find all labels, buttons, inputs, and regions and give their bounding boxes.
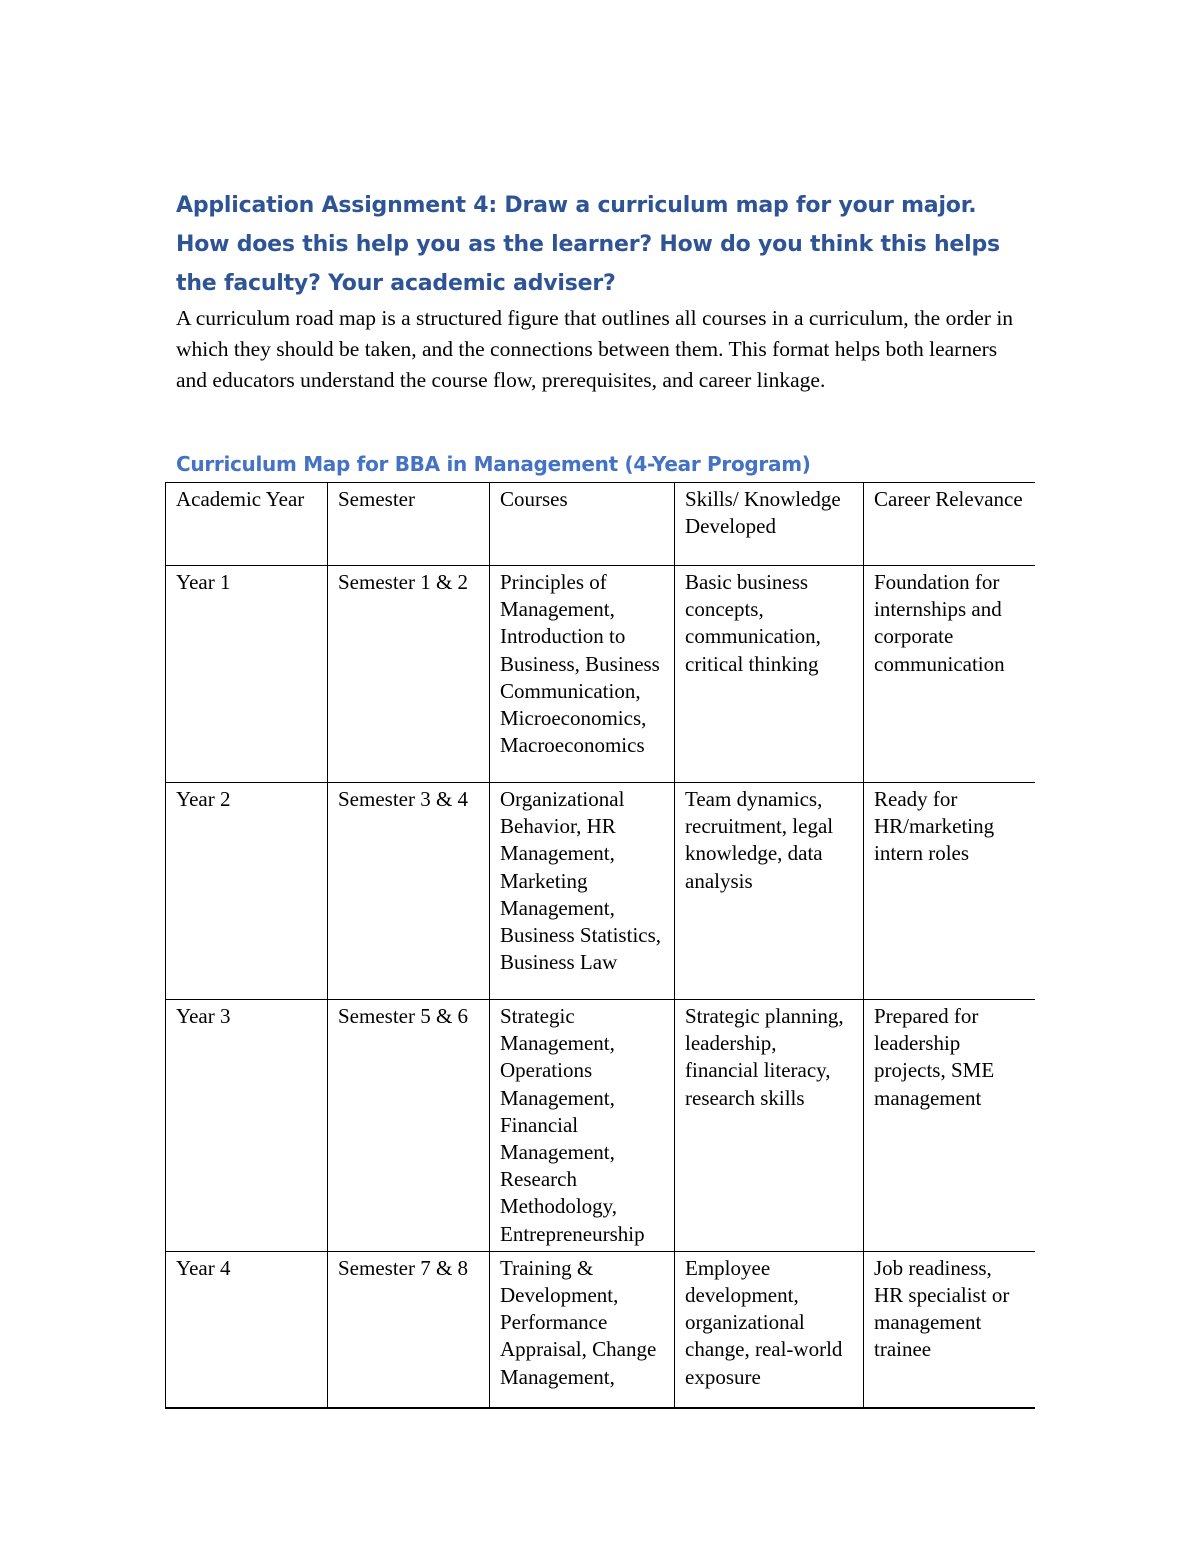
header-cell-courses: Courses	[490, 483, 675, 566]
curriculum-map-table	[165, 482, 1035, 1409]
table-row	[166, 1251, 1036, 1409]
cell-semester: Semester 7 & 8	[328, 1251, 490, 1409]
table-title: Curriculum Map for BBA in Management (4-Year Program)	[176, 452, 811, 476]
header-cell-academic-year: Academic Year	[166, 483, 328, 566]
cell-semester: Semester 5 & 6	[328, 1000, 490, 1252]
cell-academic-year: Year 4	[166, 1251, 328, 1409]
cell-skills: Basic business concepts, communication, critical thinking	[675, 566, 864, 783]
cell-career-relevance: Foundation for internships and corporate communication	[864, 566, 1036, 783]
assignment-heading: Application Assignment 4: Draw a curriculum map for your major. How does this help you as the learner? How do you think this helps the faculty? Your academic adviser?	[176, 193, 1000, 296]
cell-academic-year: Year 3	[166, 1000, 328, 1252]
cell-career-relevance: Ready for HR/marketing intern roles	[864, 783, 1036, 1000]
cell-courses: Strategic Management, Operations Management, Financial Management, Research Methodology, Entrepreneurship	[490, 1000, 675, 1252]
cell-courses: Organizational Behavior, HR Management, Marketing Management, Business Statistics, Business Law	[490, 783, 675, 1000]
cell-academic-year: Year 1	[166, 566, 328, 783]
curriculum-table-container	[165, 482, 1035, 1409]
table-row	[166, 566, 1036, 783]
cell-skills: Employee development, organizational change, real-world exposure	[675, 1251, 864, 1409]
table-header-row	[166, 483, 1036, 566]
header-cell-skills: Skills/ Knowledge Developed	[675, 483, 864, 566]
cell-academic-year: Year 2	[166, 783, 328, 1000]
cell-skills: Team dynamics, recruitment, legal knowledge, data analysis	[675, 783, 864, 1000]
table-row	[166, 1000, 1036, 1252]
cell-career-relevance: Job readiness, HR specialist or management trainee	[864, 1251, 1036, 1409]
header-cell-semester: Semester	[328, 483, 490, 566]
cell-courses: Training & Development, Performance Appraisal, Change Management,	[490, 1251, 675, 1409]
table-row	[166, 783, 1036, 1000]
cell-skills: Strategic planning, leadership, financial literacy, research skills	[675, 1000, 864, 1252]
header-cell-career-relevance: Career Relevance	[864, 483, 1036, 566]
cell-courses: Principles of Management, Introduction to Business, Business Communication, Microeconomics, Macroeconomics	[490, 566, 675, 783]
cell-semester: Semester 1 & 2	[328, 566, 490, 783]
cell-career-relevance: Prepared for leadership projects, SME management	[864, 1000, 1036, 1252]
intro-paragraph: A curriculum road map is a structured figure that outlines all courses in a curriculum, the order in which they should be taken, and the connections between them. This format helps both learners and educators understand the course flow, prerequisites, and career linkage.	[176, 306, 1014, 392]
cell-semester: Semester 3 & 4	[328, 783, 490, 1000]
